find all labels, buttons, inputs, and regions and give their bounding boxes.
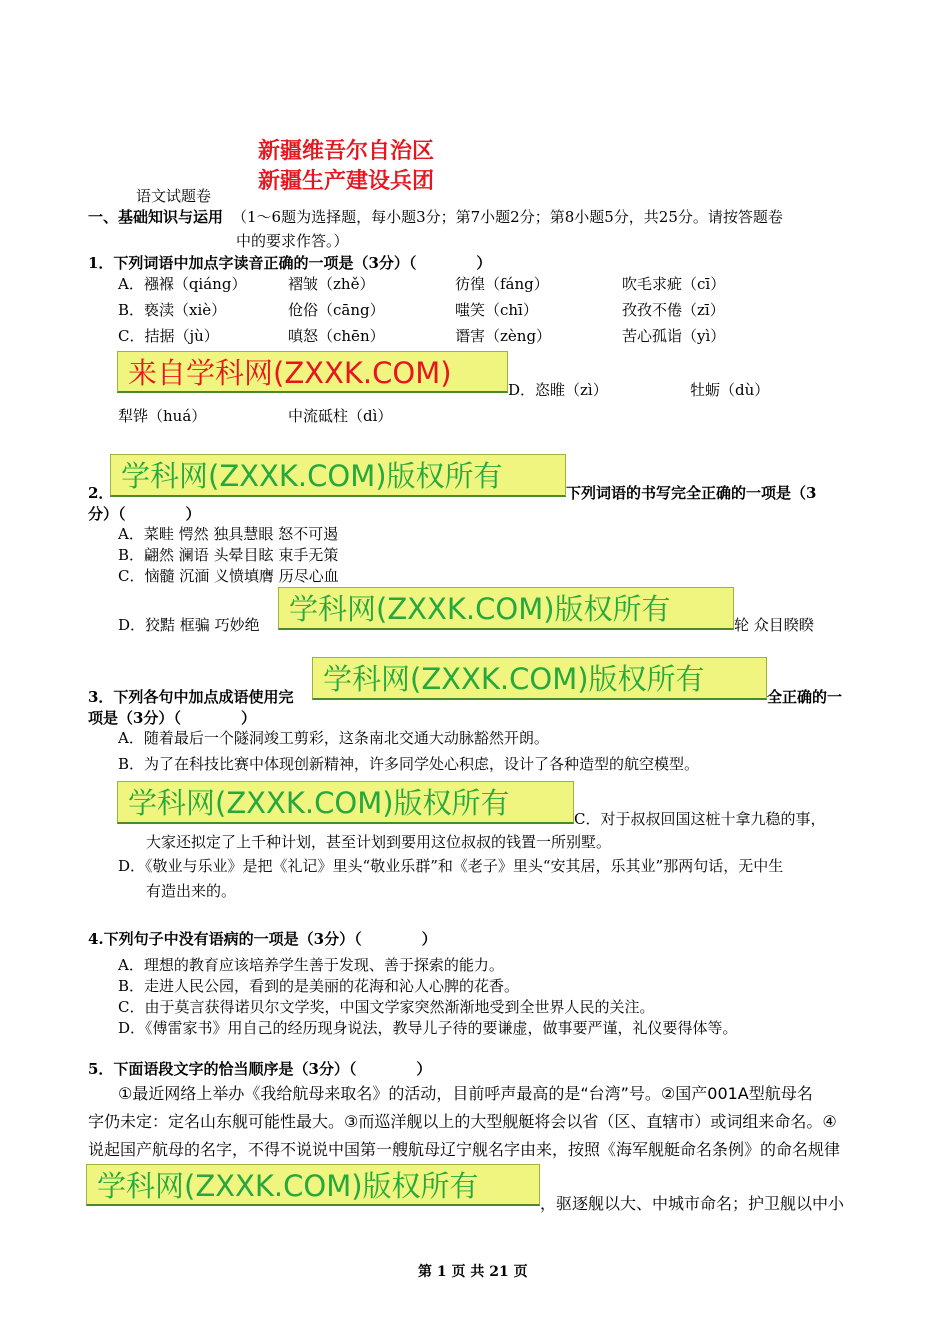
section-heading: 一、基础知识与运用 [88, 208, 224, 226]
watermark-banner: 学科网(ZXXK.COM)版权所有 [278, 587, 734, 630]
q2-option-d-end: 轮 众目睽睽 [734, 616, 814, 634]
q1-row-a-4: 吹毛求疵（cī） [622, 275, 726, 293]
q1-row-d-4: 中流砥柱（dì） [288, 407, 393, 425]
question-1-stem: 1．下列词语中加点字读音正确的一项是（3分）（ ） [88, 254, 492, 272]
q3-option-c: C．对于叔叔回国这桩十拿九稳的事， [574, 810, 826, 828]
q3-option-a: A．随着最后一个隧洞竣工剪彩，这条南北交通大动脉豁然开朗。 [118, 729, 549, 747]
q5-passage-line-4: ，驱逐舰以大、中城市命名；护卫舰以中小 [540, 1194, 845, 1213]
question-2-stem: 下列词语的书写完全正确的一项是（3 [566, 484, 817, 502]
q1-row-d-1: D．恣睢（zì） [508, 381, 608, 399]
q1-row-c-3: 谮害（zèng） [455, 327, 552, 345]
q4-option-a: A．理想的教育应该培养学生善于发现、善于探索的能力。 [118, 956, 504, 974]
title-line-1: 新疆维吾尔自治区 [258, 139, 435, 164]
question-4-stem: 4.下列句子中没有语病的一项是（3分）（ ） [88, 930, 437, 948]
q1-row-a-2: 褶皱（zhě） [288, 275, 375, 293]
section-instruction: （1～6题为选择题，每小题3分；第7小题2分；第8小题5分，共25分。请按答题卷 [232, 208, 783, 226]
subject-label: 语文试题卷 [136, 187, 212, 205]
watermark-banner: 学科网(ZXXK.COM)版权所有 [117, 781, 574, 824]
watermark-banner: 学科网(ZXXK.COM)版权所有 [110, 454, 566, 497]
q2-option-b: B．翩然 澜语 头晕目眩 束手无策 [118, 546, 339, 564]
q1-row-b-1: B．亵渎（xiè） [118, 301, 227, 319]
q1-row-d-3: 犁铧（huá） [118, 407, 207, 425]
watermark-banner: 学科网(ZXXK.COM)版权所有 [86, 1164, 540, 1206]
question-3-stem-cont: 项是（3分）（ ） [88, 709, 256, 727]
question-2-stem-cont: 分）（ ） [88, 505, 201, 523]
q4-option-d: D．《傅雷家书》用自己的经历现身说法，教导儿子待的要谦虚，做事要严谨，礼仪要得体等。 [118, 1019, 738, 1037]
q5-passage-line-1: ①最近网络上举办《我给航母来取名》的活动，目前呼声最高的是“台湾”号。②国产001A型航母名 [118, 1084, 813, 1103]
q1-row-b-3: 嗤笑（chī） [455, 301, 538, 319]
q3-option-d-cont: 有造出来的。 [146, 882, 237, 900]
question-3-stem-end: 全正确的一 [767, 688, 843, 706]
page-number: 第 1 页 共 21 页 [418, 1264, 528, 1280]
q3-option-b: B．为了在科技比赛中体现创新精神，许多同学处心积虑，设计了各种造型的航空模型。 [118, 755, 700, 773]
q1-row-a-3: 彷徨（fáng） [455, 275, 549, 293]
watermark-banner: 学科网(ZXXK.COM)版权所有 [312, 657, 767, 700]
q2-option-d-start: D．狡黠 框骗 巧妙绝 [118, 616, 260, 634]
q1-row-d-2: 牡蛎（dù） [690, 381, 770, 399]
watermark-banner: 来自学科网(ZXXK.COM) [117, 351, 508, 393]
q5-passage-line-2: 字仍未定：定名山东舰可能性最大。③而巡洋舰以上的大型舰艇将会以省（区、直辖市）或词组来命名。④ [88, 1112, 837, 1131]
q2-option-a: A．菜畦 愕然 独具慧眼 怒不可遏 [118, 525, 339, 543]
q2-option-c: C．恼髓 沉湎 义愤填膺 历尽心血 [118, 567, 339, 585]
q1-row-c-2: 嗔怒（chēn） [288, 327, 385, 345]
title-line-2: 新疆生产建设兵团 [258, 169, 435, 194]
q1-row-b-4: 孜孜不倦（zī） [622, 301, 725, 319]
q3-option-d: D．《敬业与乐业》是把《礼记》里头“敬业乐群”和《老子》里头“安其居，乐其业”那两句话，无中生 [118, 857, 784, 875]
q1-row-c-4: 苦心孤诣（yì） [622, 327, 726, 345]
question-3-stem: 3．下列各句中加点成语使用完 [88, 688, 294, 706]
q1-row-b-2: 伧俗（cāng） [288, 301, 385, 319]
question-5-stem: 5．下面语段文字的恰当顺序是（3分）（ ） [88, 1060, 432, 1078]
q4-option-b: B．走进人民公园，看到的是美丽的花海和沁人心脾的花香。 [118, 977, 520, 995]
q3-option-c-cont: 大家还拟定了上千种计划，甚至计划到要用这位叔叔的钱置一所别墅。 [146, 833, 612, 851]
q4-option-c: C．由于莫言获得诺贝尔文学奖，中国文学家突然渐渐地受到全世界人民的关注。 [118, 998, 655, 1016]
question-2-number: 2． [88, 484, 114, 502]
q1-row-c-1: C．拮据（jù） [118, 327, 219, 345]
q5-passage-line-3: 说起国产航母的名字，不得不说说中国第一艘航母辽宁舰名字由来，按照《海军舰艇命名条例》的命名规律 [88, 1140, 841, 1159]
q1-row-a-1: A．襁褓（qiáng） [118, 275, 247, 293]
section-instruction-cont: 中的要求作答。） [236, 232, 349, 250]
